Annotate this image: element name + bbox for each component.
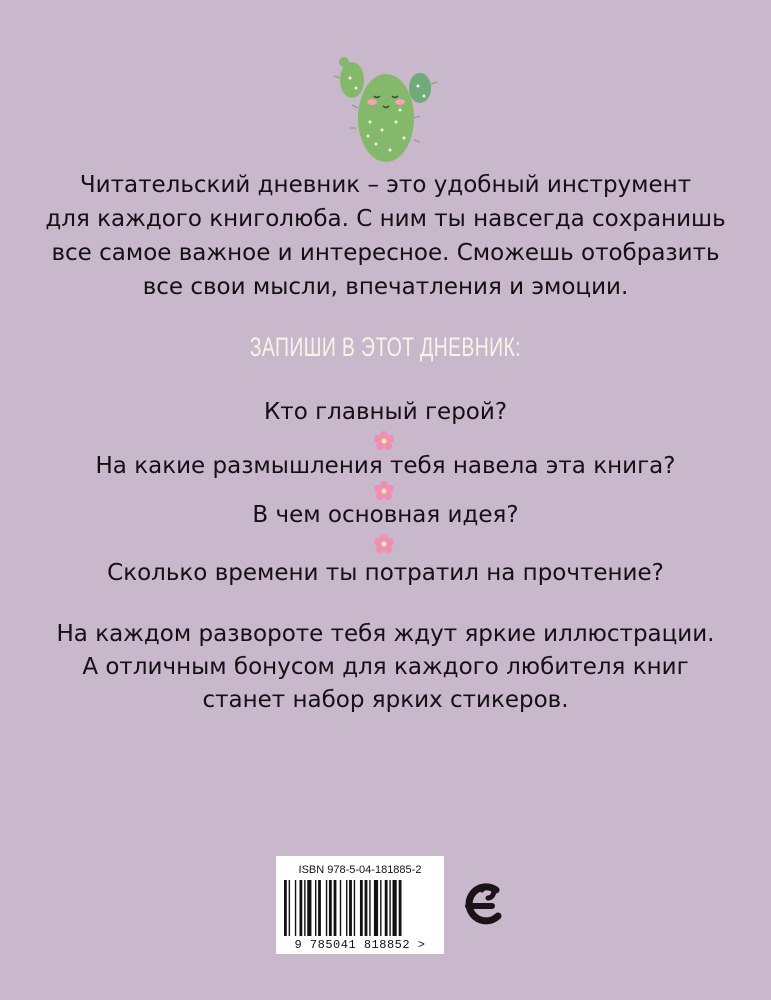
question-item: Сколько времени ты потратил на прочтение? (107, 560, 664, 586)
barcode-bar (300, 880, 303, 936)
isbn-barcode (276, 856, 444, 954)
cactus-icon (330, 48, 442, 164)
barcode-bar (374, 880, 378, 936)
barcode-bar (349, 880, 352, 936)
barcode-bar (304, 880, 305, 936)
barcode-bar (340, 880, 341, 936)
barcode-bar (329, 880, 332, 936)
barcode-bar (326, 880, 327, 936)
intro-line: все самое важное и интересное. Сможешь отобразить (51, 240, 720, 266)
flower-icon (373, 430, 395, 452)
barcode-bar (289, 880, 290, 936)
eksmo-logo-icon (458, 876, 504, 934)
isbn-label: ISBN 978-5-04-181885-2 (298, 864, 422, 876)
barcode-bar (315, 880, 316, 936)
outro-paragraph (40, 618, 731, 717)
barcode-bar (284, 880, 287, 936)
outro-line: На каждом развороте тебя ждут яркие иллюстрации. (56, 621, 715, 647)
barcode-bar (334, 880, 337, 936)
barcode-bar (346, 880, 347, 936)
subheading: ЗАПИШИ В ЭТОТ ДНЕВНИК: (249, 332, 521, 362)
barcode-bar (318, 880, 321, 936)
barcode-digits: 9 785041 818852 > (294, 938, 426, 952)
barcode-bar (385, 880, 388, 936)
outro-line: станет набор ярких стикеров. (202, 687, 569, 713)
flower-icon (373, 480, 395, 502)
outro-line: А отличным бонусом для каждого любителя книг (82, 654, 689, 680)
barcode-bar (365, 880, 368, 936)
barcode-bar (399, 880, 402, 936)
barcode-bar (389, 880, 390, 936)
intro-line: все свои мысли, впечатления и эмоции. (142, 274, 629, 300)
intro-line: для каждого книголюба. С ним ты навсегда сохранишь (45, 206, 726, 232)
question-item: Кто главный герой? (263, 399, 508, 425)
question-item: На какие размышления тебя навела эта книга? (95, 453, 676, 479)
flower-icon (373, 533, 395, 555)
barcode-bar (380, 880, 381, 936)
barcode-bar (360, 880, 363, 936)
barcode-bar (354, 880, 355, 936)
question-item: В чем основная идея? (252, 502, 519, 528)
barcode-bar (393, 880, 397, 936)
barcode-bar (295, 880, 296, 936)
barcode-bars (284, 880, 436, 936)
intro-line: Читательский дневник – это удобный инструмент (79, 172, 692, 198)
barcode-bar (307, 880, 311, 936)
barcode-bar (369, 880, 370, 936)
intro-paragraph (40, 168, 731, 304)
